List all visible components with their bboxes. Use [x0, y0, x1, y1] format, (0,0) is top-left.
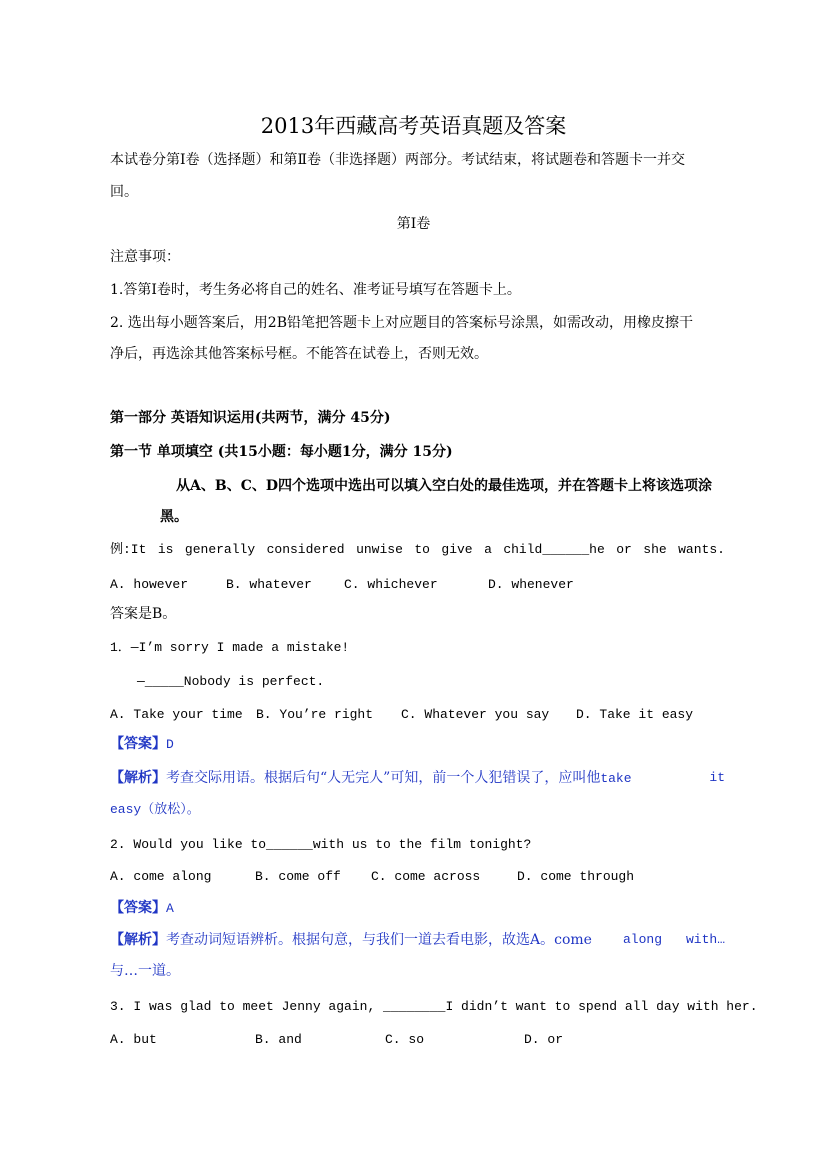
instruction-line-1: 从A、B、C、D四个选项中选出可以填入空白处的最佳选项，并在答题卡上将该选项涂	[176, 478, 712, 494]
q2-analysis-label: 【解析】	[110, 932, 166, 948]
q2-answer-label: 【答案】	[110, 900, 166, 916]
q1-answer-label: 【答案】	[110, 736, 166, 752]
example-word: unwise	[356, 542, 403, 557]
q2-analysis-en-c: with…	[685, 932, 725, 947]
section-1-heading: 第一节 单项填空 (共15小题：每小题1分，满分 15分)	[110, 444, 453, 460]
q3-options	[110, 1030, 563, 1050]
rule-1: 1.答第Ⅰ卷时，考生务必将自己的姓名、准考证号填写在答题卡上。	[110, 282, 521, 298]
example-options	[110, 575, 574, 595]
q2-analysis-en-b: along	[623, 932, 663, 947]
example-option-c: C. whichever	[344, 577, 438, 592]
example-answer: 答案是B。	[110, 606, 177, 622]
example-word: wants.	[678, 542, 725, 557]
q3-line-1: 3. I was glad to meet Jenny again, ________I didn’t want to spend all day with her.	[110, 999, 758, 1014]
q3-option-c: C. so	[385, 1032, 425, 1047]
example-word: 例:It	[110, 542, 147, 557]
q2-analysis-line-2: 与…一道。	[110, 963, 180, 979]
rule-2-line-1: 2. 选出每小题答案后，用2B铅笔把答题卡上对应题目的答案标号涂黑，如需改动，用橡皮擦干	[110, 315, 694, 331]
q1-analysis-en-a: take	[600, 771, 632, 786]
q2-answer	[110, 898, 174, 919]
example-option-a: A. however	[110, 577, 189, 592]
q3-option-b: B. and	[255, 1032, 302, 1047]
example-word: child______he	[503, 542, 605, 557]
example-sentence	[110, 540, 725, 560]
q1-option-b: B. You’re right	[256, 707, 374, 722]
q1-analysis-text: 考查交际用语。根据后句“人无完人”可知，前一个人犯错误了，应叫他	[166, 770, 601, 786]
q2-line-1: 2. Would you like to______with us to the film tonight?	[110, 837, 532, 852]
q1-analysis-en-b: it	[709, 770, 725, 785]
example-option-d: D. whenever	[488, 577, 574, 592]
q2-option-a: A. come along	[110, 869, 212, 884]
q2-analysis-line-1	[110, 930, 725, 950]
q3-option-a: A. but	[110, 1032, 157, 1047]
example-option-b: B. whatever	[226, 577, 312, 592]
q1-option-c: C. Whatever you say	[401, 707, 550, 722]
example-word: she	[643, 542, 667, 557]
example-word: to	[414, 542, 430, 557]
page-title: 2013年西藏高考英语真题及答案	[260, 114, 567, 138]
q1-options	[110, 705, 693, 725]
q2-option-d: D. come through	[517, 869, 635, 884]
q1-analysis-line-1	[110, 768, 725, 789]
q1-answer	[110, 734, 174, 755]
example-word: give	[441, 542, 473, 557]
rule-2-line-2: 净后，再选涂其他答案标号框。不能答在试卷上，否则无效。	[110, 346, 488, 362]
example-word: a	[484, 542, 492, 557]
q2-option-c: C. come across	[371, 869, 481, 884]
q1-analysis-label: 【解析】	[110, 770, 166, 786]
example-word: or	[616, 542, 632, 557]
q2-options	[110, 867, 634, 887]
q1-line-2: —_____Nobody is perfect.	[137, 674, 325, 689]
q2-analysis-text: 考查动词短语辨析。根据句意，与我们一道去看电影，故选A。come	[166, 932, 592, 948]
intro-line-2: 回。	[110, 184, 138, 200]
part-1-heading: 第一部分 英语知识运用(共两节，满分 45分)	[110, 410, 391, 426]
example-word: generally	[184, 542, 256, 557]
notice-heading: 注意事项：	[110, 249, 180, 265]
q1-answer-value: D	[166, 737, 174, 752]
example-word: is	[157, 542, 174, 557]
q1-analysis-line-2: easy（放松）。	[110, 802, 200, 817]
q3-option-d: D. or	[524, 1032, 564, 1047]
example-word: considered	[266, 542, 345, 557]
q2-answer-value: A	[166, 901, 174, 916]
q1-option-d: D. Take it easy	[576, 707, 694, 722]
q1-option-a: A. Take your time	[110, 707, 243, 722]
instruction-line-2: 黑。	[160, 509, 188, 525]
q1-line-1: 1．—I’m sorry I made a mistake!	[110, 640, 350, 655]
intro-line-1: 本试卷分第Ⅰ卷（选择题）和第Ⅱ卷（非选择题）两部分。考试结束，将试题卷和答题卡一并交	[110, 152, 686, 168]
volume-heading: 第Ⅰ卷	[396, 216, 431, 232]
q2-option-b: B. come off	[255, 869, 341, 884]
